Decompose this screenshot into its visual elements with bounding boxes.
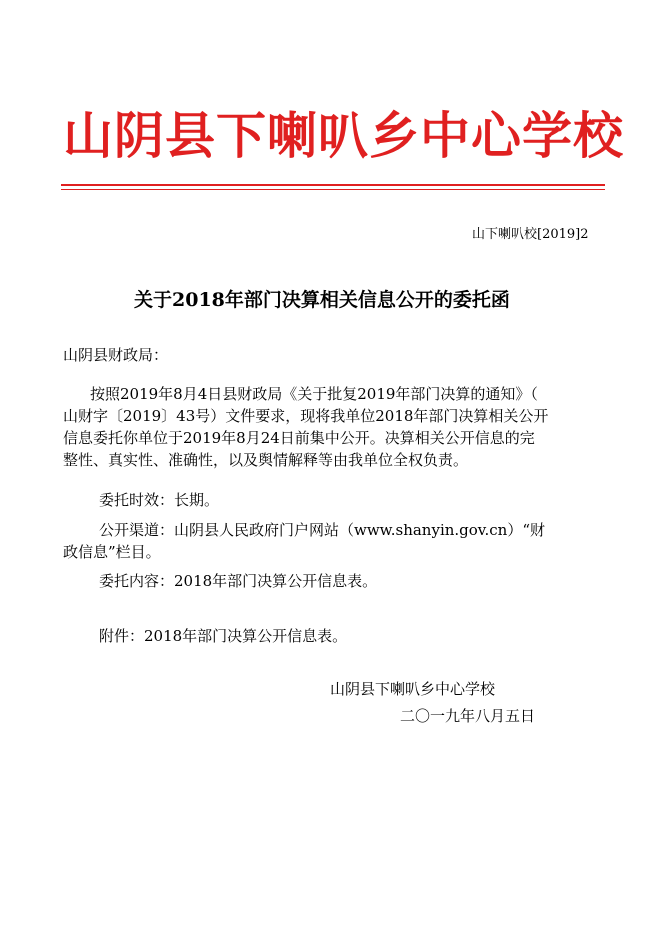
content-line: 委托内容：2018年部门决算公开信息表。 bbox=[99, 572, 378, 590]
signature-org: 山阴县下喇叭乡中心学校 bbox=[330, 680, 496, 698]
attachment-line: 附件：2018年部门决算公开信息表。 bbox=[99, 627, 348, 645]
letterhead-rule-thin bbox=[61, 189, 605, 190]
channel-line: 政信息”栏目。 bbox=[63, 543, 161, 561]
letterhead-rule-thick bbox=[61, 184, 605, 186]
signature-date: 二〇一九年八月五日 bbox=[400, 707, 536, 725]
document-title: 关于2018年部门决算相关信息公开的委托函 bbox=[134, 289, 510, 311]
channel-line: 公开渠道：山阴县人民政府门户网站（www.shanyin.gov.cn）“财 bbox=[99, 521, 545, 539]
term-line: 委托时效：长期。 bbox=[99, 491, 220, 509]
paragraph-line: 按照2019年8月4日县财政局《关于批复2019年部门决算的通知》（ bbox=[90, 385, 538, 403]
paragraph-line: 整性、真实性、准确性，以及舆情解释等由我单位全权负责。 bbox=[63, 451, 469, 469]
paragraph-line: 信息委托你单位于2019年8月24日前集中公开。决算相关公开信息的完 bbox=[63, 429, 535, 447]
document-number: 山下喇叭校[2019]2 bbox=[472, 227, 589, 242]
paragraph-line: 山财字〔2019〕43号）文件要求，现将我单位2018年部门决算相关公开 bbox=[63, 407, 549, 425]
addressee: 山阴县财政局： bbox=[63, 346, 169, 364]
letterhead-title: 山阴县下喇叭乡中心学校 bbox=[63, 107, 624, 165]
